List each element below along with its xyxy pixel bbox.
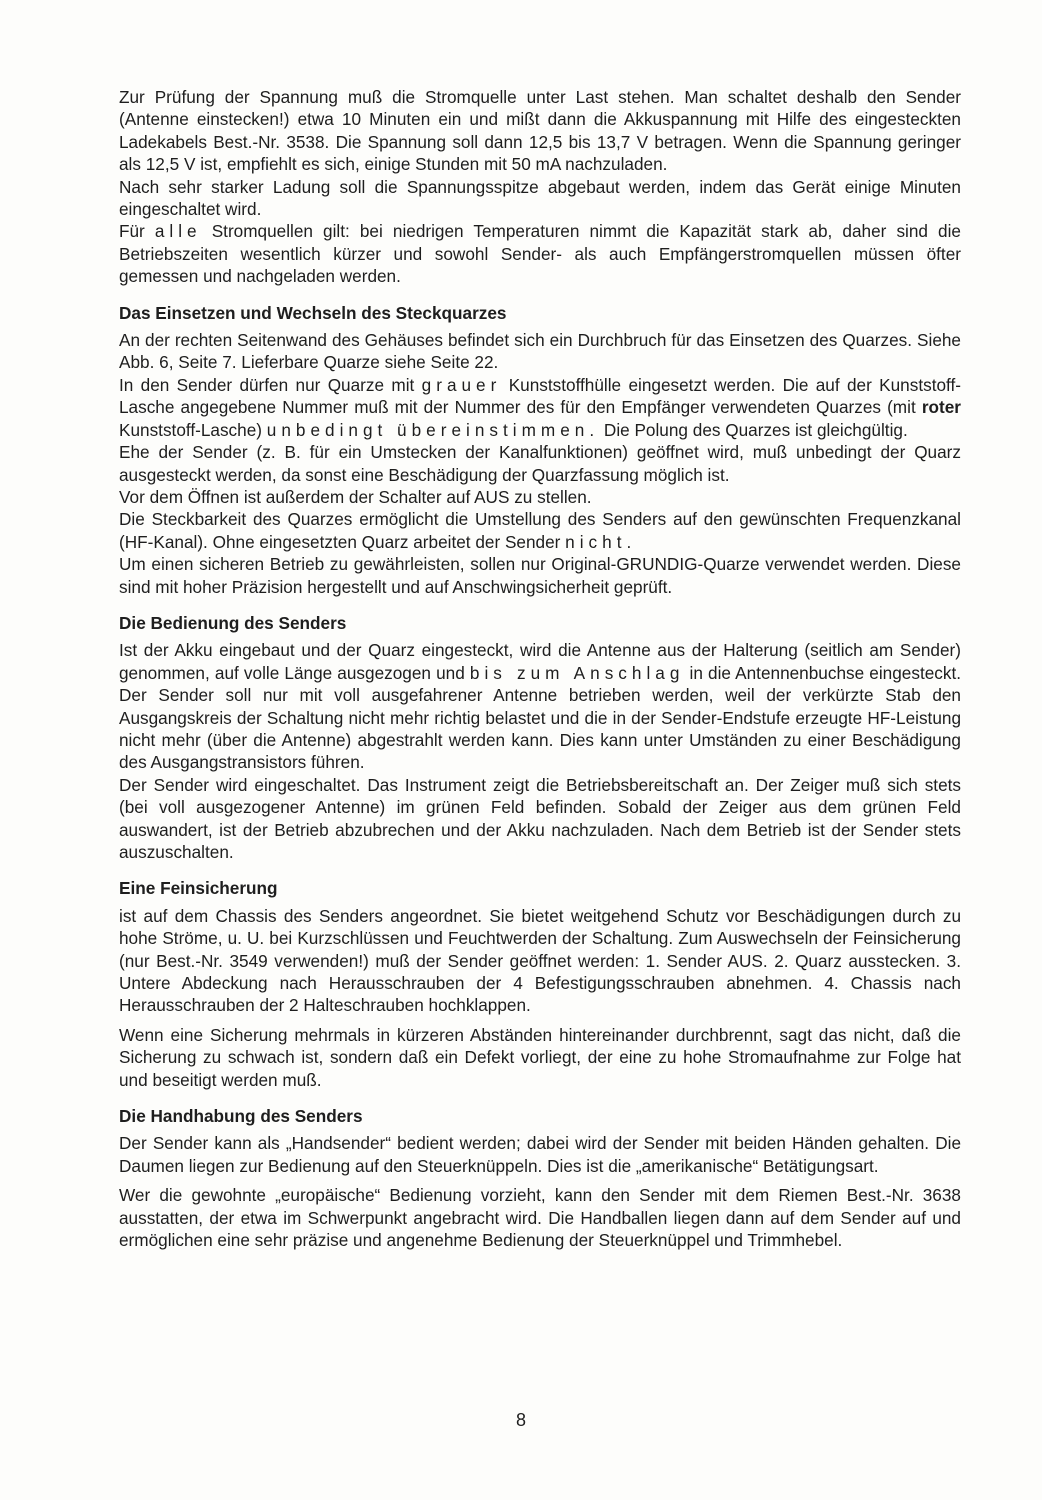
heading-handhabung: Die Handhabung des Senders [119,1106,363,1127]
paragraph-handhabung-2: Wer die gewohnte „europäische“ Bedienung vorzieht, kann den Sender mit dem Riemen Best.-Nr. 3638 ausstatten, der etwa im Schwerpunkt angebracht wird. Die Handballen liegen dann auf dem Sender auf und ermöglichen eine sehr präzise und angenehme Bedienung der Steuerknüppel und Trimmhebel. [119,1185,961,1251]
paragraph-quarz-6: Um einen sicheren Betrieb zu gewährleisten, sollen nur Original-GRUNDIG-Quarze verwendet werden. Diese sind mit hoher Präzision hergestellt und auf Anschwingsicherheit geprüft. [119,554,961,597]
emphasis-roter: roter [921,397,961,418]
emphasis-unbedingt: unbedingt übereinstimmen. [266,419,600,440]
paragraph-feinsicherung-1: ist auf dem Chassis des Senders angeordnet. Sie bietet weitgehend Schutz vor Beschädigungen durch zu hohe Ströme, u. U. bei Kurzschlüssen und Feuchtwerden der Schaltung. Zum Auswechseln der Feinsicherung (nur Best.-Nr. 3549 verwenden!) muß der Sender geöffnet werden: 1. Sender AUS. 2. Quarz ausstecken. 3. Untere Abdeckung nach Herausschrauben der 4 Befestigungsschrauben abnehmen. 4. Chassis nach Herausschrauben der 2 Halteschrauben hochklappen. [119,905,961,1016]
paragraph-quarz-1: An der rechten Seitenwand des Gehäuses befindet sich ein Durchbruch für das Einsetzen des Quarzes. Siehe Abb. 6, Seite 7. Lieferbare Quarze siehe Seite 22. [119,330,961,373]
emphasis-bis-zum-anschlag: bis zum Anschlag [469,662,685,683]
paragraph-handhabung-1: Der Sender kann als „Handsender“ bedient werden; dabei wird der Sender mit beiden Händen gehalten. Die Daumen liegen zur Bedienung auf den Steuerknüppeln. Dies ist die „amerikanische“ Betätigungsart. [119,1133,961,1176]
emphasis-nicht: nicht. [565,531,637,552]
paragraph-quarz-4: Vor dem Öffnen ist außerdem der Schalter auf AUS zu stellen. [119,486,592,507]
paragraph-quarz-2: In den Sender dürfen nur Quarze mit grauer Kunststoffhülle eingesetzt werden. Die auf der Kunststoff-Lasche angegebene Nummer muß mit der Nummer des für den Empfänger verwendeten Quarzes (mit roter Kunststoff-Lasche) unbedingt übereinstimmen. Die Polung des Quarzes ist gleichgültig. [119,374,962,440]
emphasis-alle: alle [154,221,202,242]
heading-bedienung: Die Bedienung des Senders [119,612,347,633]
heading-feinsicherung: Eine Feinsicherung [119,878,278,899]
paragraph-temperature: Für alle Stromquellen gilt: bei niedrigen Temperaturen nimmt die Kapazität stark ab, daher sind die Betriebszeiten wesentlich kürzer und sowohl Sender- als auch Empfängerstromquellen müssen öfter gemessen und nachgeladen werden. [119,221,961,287]
paragraph-feinsicherung-2: Wenn eine Sicherung mehrmals in kürzeren Abständen hintereinander durchbrennt, sagt das nicht, daß die Sicherung zu schwach ist, sondern daß ein Defekt vorliegt, der eine zu hohe Stromaufnahme zur Folge hat und beseitigt werden muß. [119,1024,961,1090]
page-number: 8 [515,1410,526,1430]
paragraph-voltage-peak: Nach sehr starker Ladung soll die Spannungsspitze abgebaut werden, indem das Gerät einige Minuten eingeschaltet wird. [119,176,961,220]
paragraph-quarz-5: Die Steckbarkeit des Quarzes ermöglicht die Umstellung des Senders auf den gewünschten Frequenzkanal (HF-Kanal). Ohne eingesetzten Quarz arbeitet der Sender nicht. [119,509,961,552]
paragraph-bedienung-1: Ist der Akku eingebaut und der Quarz eingesteckt, wird die Antenne aus der Halterung (seitlich am Sender) genommen, auf volle Länge ausgezogen und bis zum Anschlag in die Antennenbuchse eingesteckt. Der Sender soll nur mit voll ausgefahrener Antenne betrieben werden, weil der verkürzte Stab den Ausgangskreis der Schaltung nicht mehr richtig belastet und die in der Sender-Endstufe erzeugte HF-Leistung nicht mehr (über die Antenne) abgestrahlt werden kann. Dies kann unter Umständen zu einer Beschädigung des Ausgangstransistors führen. [119,640,962,773]
emphasis-grauer: grauer [421,374,502,395]
paragraph-voltage-test: Zur Prüfung der Spannung muß die Stromquelle unter Last stehen. Man schaltet deshalb den Sender (Antenne einstecken!) etwa 10 Minuten ein und mißt dann die Akkuspannung mit Hilfe des eingesteckten Ladekabels Best.-Nr. 3538. Die Spannung soll dann 12,5 bis 13,7 V betragen. Wenn die Spannung geringer als 12,5 V ist, empfiehlt es sich, einige Stunden mit 50 mA nachzuladen. [119,87,961,175]
paragraph-quarz-3: Ehe der Sender (z. B. für ein Umstecken der Kanalfunktionen) geöffnet wird, muß unbedingt der Quarz ausgesteckt werden, da sonst eine Beschädigung der Quarzfassung möglich ist. [119,442,961,485]
paragraph-bedienung-2: Der Sender wird eingeschaltet. Das Instrument zeigt die Betriebsbereitschaft an. Der Zeiger muß sich stets (bei voll ausgezogener Antenne) im grünen Feld befinden. Sobald der Zeiger aus dem grünen Feld auswandert, ist der Betrieb abzubrechen und der Akku nachzuladen. Nach dem Betrieb ist der Sender stets auszuschalten. [119,774,961,862]
document-body [119,86,961,1252]
heading-steckquarz: Das Einsetzen und Wechseln des Steckquarzes [119,302,507,323]
